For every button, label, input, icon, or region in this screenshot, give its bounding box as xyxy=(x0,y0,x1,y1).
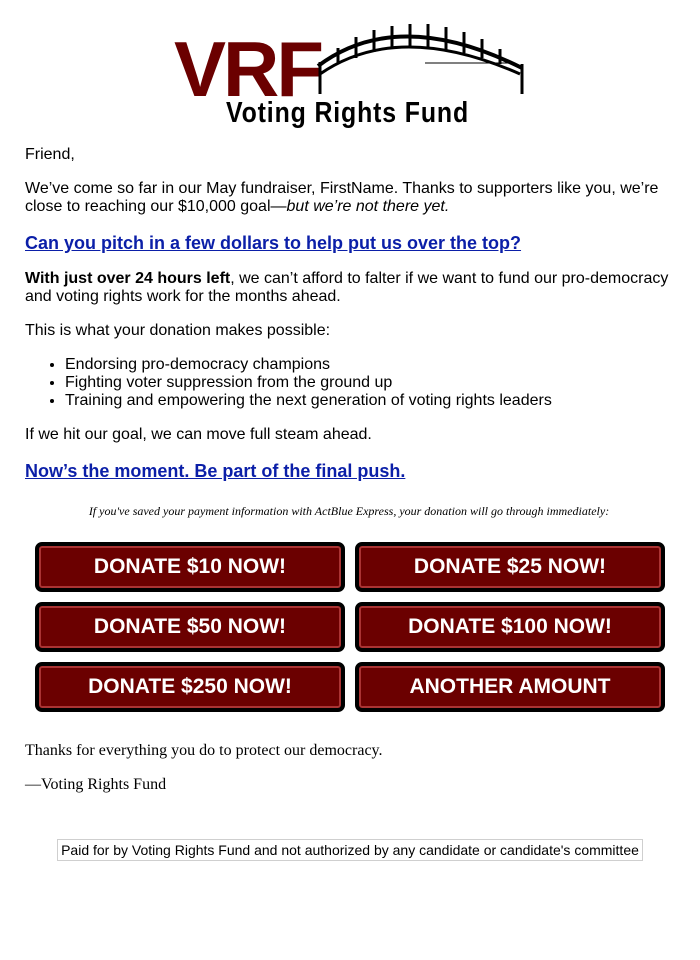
donate-25-button[interactable]: DONATE $25 NOW! xyxy=(355,542,665,592)
thanks-text: Thanks for everything you do to protect our democracy. xyxy=(25,742,383,759)
footer xyxy=(0,839,700,861)
email-body xyxy=(25,146,673,810)
logo xyxy=(170,18,530,130)
donate-button-grid xyxy=(35,542,673,712)
urgency-bold: With just over 24 hours left xyxy=(25,270,231,287)
disclaimer: Paid for by Voting Rights Fund and not authorized by any candidate or candidate's committee xyxy=(57,839,643,861)
logo-letters: VRF xyxy=(174,25,321,113)
list-item: • Fighting voter suppression from the ground up xyxy=(65,374,673,392)
donate-250-button[interactable]: DONATE $250 NOW! xyxy=(35,662,345,712)
signoff: —Voting Rights Fund xyxy=(25,776,167,793)
intro-italic: but we’re not there yet. xyxy=(286,198,450,215)
list-item: • Training and empowering the next generation of voting rights leaders xyxy=(65,392,673,410)
bullet-list xyxy=(25,356,673,410)
intro-text: We’ve come so far in our May fundraiser, FirstName. Thanks to supporters like you, we’re close to reaching our $10,000 goal— xyxy=(25,180,659,215)
donate-10-button[interactable]: DONATE $10 NOW! xyxy=(35,542,345,592)
link-pitch-paragraph xyxy=(25,232,673,254)
paragraph-possible: This is what your donation makes possible: xyxy=(25,322,331,339)
list-item: • Endorsing pro-democracy champions xyxy=(65,356,673,374)
paragraph-goal: If we hit our goal, we can move full steam ahead. xyxy=(25,426,372,443)
urgency-text: , we can’t afford to falter if we want to fund our pro-democracy and voting rights work for the months ahead. xyxy=(25,270,669,305)
donate-100-button[interactable]: DONATE $100 NOW! xyxy=(355,602,665,652)
paragraph-urgency xyxy=(25,270,673,306)
paragraph-intro xyxy=(25,180,673,216)
final-push-link[interactable]: Now’s the moment. Be part of the final push. xyxy=(25,461,406,481)
another-amount-button[interactable]: ANOTHER AMOUNT xyxy=(355,662,665,712)
pitch-link[interactable]: Can you pitch in a few dollars to help put us over the top? xyxy=(25,233,522,253)
donate-50-button[interactable]: DONATE $50 NOW! xyxy=(35,602,345,652)
logo-name: Voting Rights Fund xyxy=(226,97,469,129)
greeting: Friend, xyxy=(25,146,75,163)
actblue-note: If you've saved your payment information with ActBlue Express, your donation will go through immediately: xyxy=(88,504,610,518)
bridge-icon xyxy=(170,18,530,130)
link-moment-paragraph xyxy=(25,460,673,482)
